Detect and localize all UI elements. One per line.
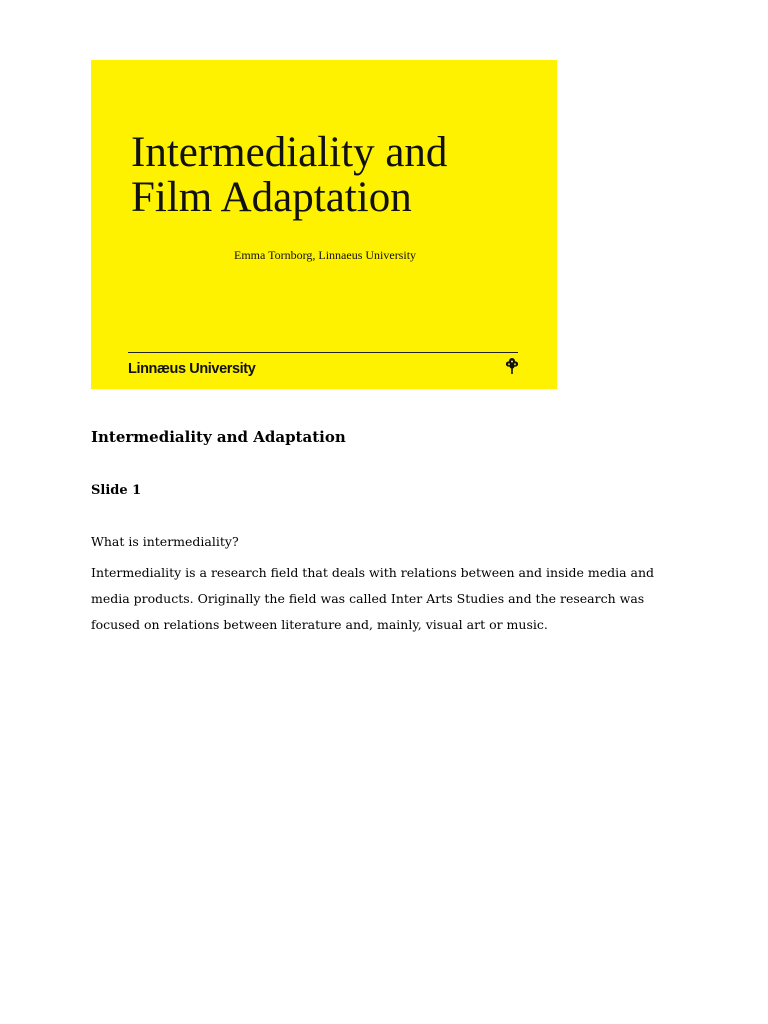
body-paragraph (91, 560, 654, 638)
question-text: What is intermediality? (91, 534, 239, 549)
slide-title (131, 130, 447, 220)
paragraph-line: Intermediality is a research field that deals with relations between and inside media and (91, 565, 655, 580)
slide-subtitle: Emma Tornborg, Linnaeus University (234, 248, 417, 262)
slide-number-label: Slide 1 (91, 483, 142, 498)
document-heading: Intermediality and Adaptation (91, 428, 346, 446)
university-logo-text: Linnæus University (128, 361, 256, 377)
slide-divider (128, 352, 518, 353)
slide-title-line: Film Adaptation (131, 174, 412, 221)
slide-title-line: Intermediality and (131, 129, 448, 176)
paragraph-line: focused on relations between literature and, mainly, visual art or music. (91, 617, 548, 632)
tree-icon (505, 357, 519, 375)
title-slide-image (91, 60, 557, 389)
paragraph-line: media products. Originally the field was called Inter Arts Studies and the research was (91, 591, 645, 606)
